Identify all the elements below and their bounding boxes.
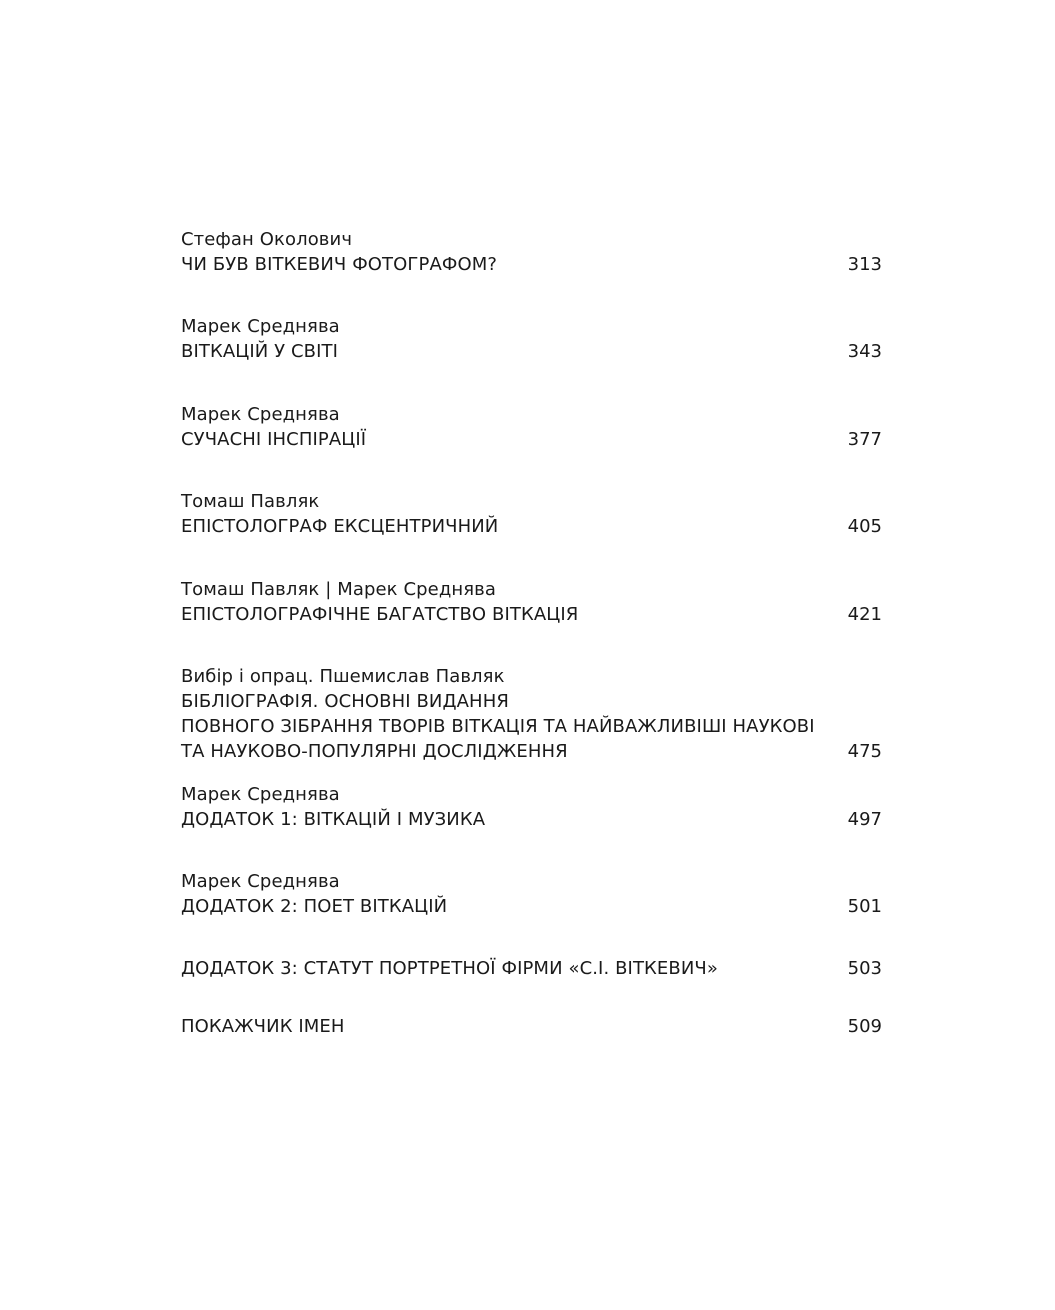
toc-title: ДОДАТОК 3: СТАТУТ ПОРТРЕТНОЇ ФІРМИ «С.І. ВІТКЕВИЧ» xyxy=(181,958,718,979)
toc-title: СУЧАСНІ ІНСПІРАЦІЇ xyxy=(181,429,367,450)
toc-author: Марек Среднява xyxy=(181,871,340,892)
toc-title: ТА НАУКОВО-ПОПУЛЯРНІ ДОСЛІДЖЕННЯ xyxy=(181,741,568,762)
toc-author: Томаш Павляк xyxy=(181,491,320,512)
toc-page-number: 503 xyxy=(847,958,882,979)
toc-title: ДОДАТОК 1: ВІТКАЦІЙ І МУЗИКА xyxy=(181,809,486,830)
toc-page-number: 475 xyxy=(847,741,882,762)
toc-title: ЧИ БУВ ВІТКЕВИЧ ФОТОГРАФОМ? xyxy=(181,254,498,275)
toc-title: ЕПІСТОЛОГРАФ ЕКСЦЕНТРИЧНИЙ xyxy=(181,516,499,537)
toc-page-number: 509 xyxy=(847,1016,882,1037)
toc-page-number: 377 xyxy=(847,429,882,450)
toc-author: Томаш Павляк | Марек Среднява xyxy=(181,579,496,600)
toc-title: ВІТКАЦІЙ У СВІТІ xyxy=(181,341,339,362)
toc-title: ПОКАЖЧИК ІМЕН xyxy=(181,1016,345,1037)
toc-author: Марек Среднява xyxy=(181,784,340,805)
toc-page-number: 343 xyxy=(847,341,882,362)
toc-title: ПОВНОГО ЗІБРАННЯ ТВОРІВ ВІТКАЦІЯ ТА НАЙВАЖЛИВІШІ НАУКОВІ xyxy=(181,716,815,737)
toc-page-number: 405 xyxy=(847,516,882,537)
toc-author: Стефан Околович xyxy=(181,229,353,250)
toc-page-number: 421 xyxy=(847,604,882,625)
toc-author: Марек Среднява xyxy=(181,316,340,337)
toc-author: Вибір і опрац. Пшемислав Павляк xyxy=(181,666,505,687)
toc-page-number: 313 xyxy=(847,254,882,275)
toc-page-number: 497 xyxy=(847,809,882,830)
toc-page-number: 501 xyxy=(847,896,882,917)
toc-title: БІБЛІОГРАФІЯ. ОСНОВНІ ВИДАННЯ xyxy=(181,691,509,712)
toc-author: Марек Среднява xyxy=(181,404,340,425)
toc-title: ЕПІСТОЛОГРАФІЧНЕ БАГАТСТВО ВІТКАЦІЯ xyxy=(181,604,579,625)
toc-title: ДОДАТОК 2: ПОЕТ ВІТКАЦІЙ xyxy=(181,896,448,917)
